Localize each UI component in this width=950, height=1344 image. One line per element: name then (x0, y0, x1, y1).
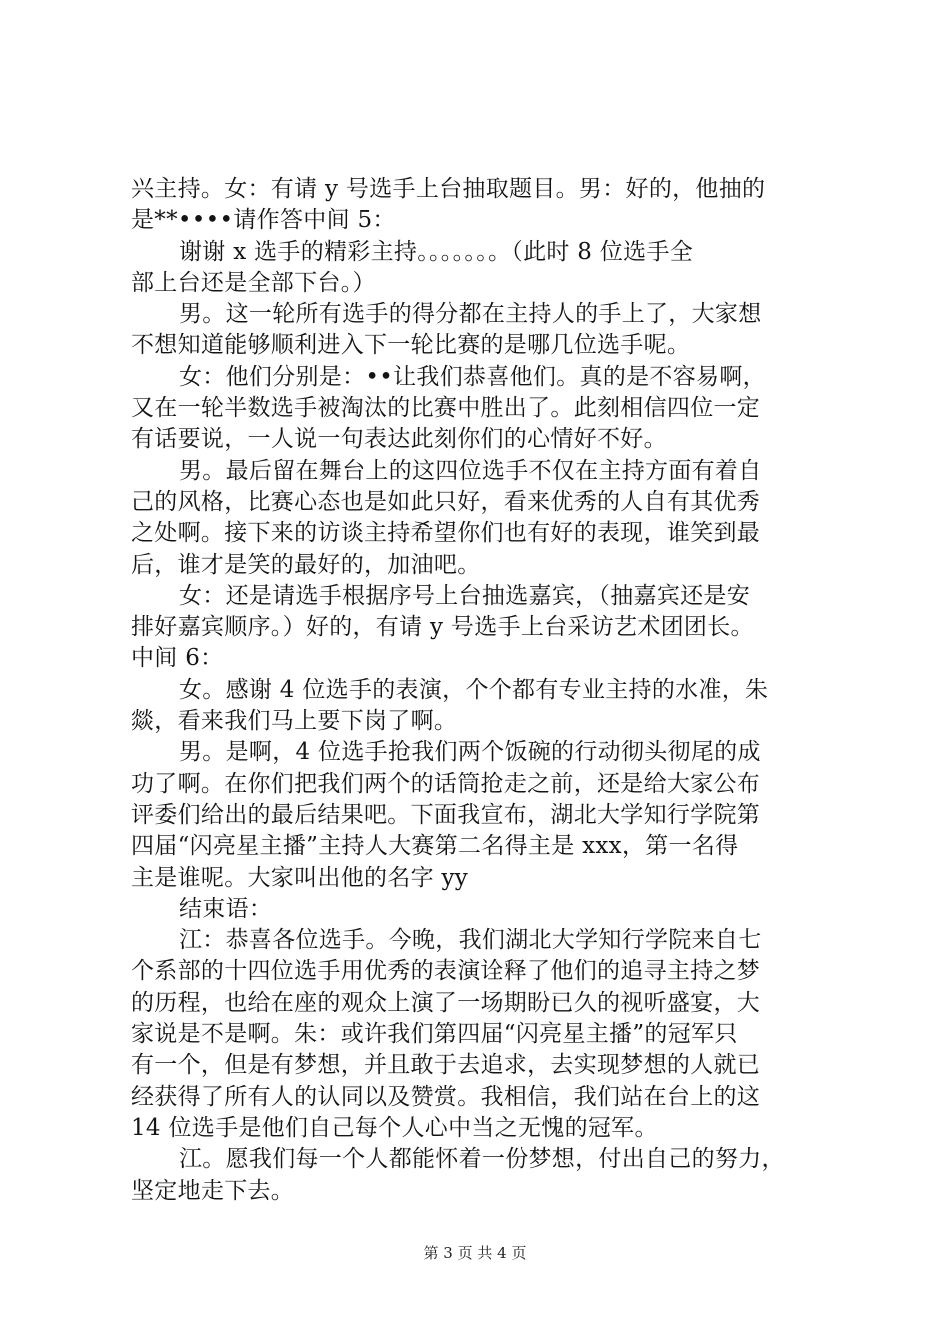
document-body (131, 174, 831, 1207)
text-line: 有话要说，一人说一句表达此刻你们的心情好不好。 (131, 426, 667, 453)
text-line: 女。感谢 4 位选手的表演，个个都有专业主持的水准，朱 (179, 676, 769, 703)
text-line: 男。是啊，4 位选手抢我们两个饭碗的行动彻头彻尾的成 (179, 739, 761, 766)
text-line: 四届“闪亮星主播”主持人大赛第二名得主是 xxx，第一名得 (131, 833, 739, 860)
text-line: 家说是不是啊。朱：或许我们第四届“闪亮星主播”的冠军只 (131, 1021, 738, 1048)
text-line: 己的风格，比赛心态也是如此只好，看来优秀的人自有其优秀 (131, 488, 761, 515)
page-footer: 第 3 页 共 4 页 (423, 1244, 527, 1262)
text-line: 评委们给出的最后结果吧。下面我宣布，湖北大学知行学院第 (131, 801, 761, 828)
text-line: 的历程，也给在座的观众上演了一场期盼已久的视听盛宴，大 (131, 989, 761, 1016)
text-line: 14 位选手是他们自己每个人心中当之无愧的冠军。 (131, 1114, 658, 1141)
text-line: 燚，看来我们马上要下岗了啊。 (131, 708, 458, 735)
text-line: 江：恭喜各位选手。今晚，我们湖北大学知行学院来自七 (179, 927, 762, 954)
text-line: 个系部的十四位选手用优秀的表演诠释了他们的追寻主持之梦 (131, 958, 761, 985)
text-line: 部上台还是全部下台。） (131, 269, 376, 296)
text-line: 江。愿我们每一个人都能怀着一份梦想，付出自己的努力， (179, 1146, 785, 1173)
text-line: 女：还是请选手根据序号上台抽选嘉宾，（抽嘉宾还是安 (179, 582, 750, 609)
text-line: 经获得了所有人的认同以及赞赏。我相信，我们站在台上的这 (131, 1083, 761, 1110)
text-line: 男。最后留在舞台上的这四位选手不仅在主持方面有着自 (179, 457, 762, 484)
text-line: 男。这一轮所有选手的得分都在主持人的手上了，大家想 (179, 301, 762, 328)
text-line: 后，谁才是笑的最好的，加油吧。 (131, 551, 481, 578)
text-line: 女：他们分别是：••让我们恭喜他们。真的是不容易啊， (179, 363, 766, 390)
text-line: 之处啊。接下来的访谈主持希望你们也有好的表现，谁笑到最 (131, 520, 761, 547)
text-line: 是**••••请作答中间 5： (131, 207, 396, 234)
text-line: 谢谢 x 选手的精彩主持。。。。。。。（此时 8 位选手全 (179, 238, 694, 265)
text-line: 排好嘉宾顺序。）好的，有请 y 号选手上台采访艺术团团长。 (131, 614, 754, 641)
text-line: 功了啊。在你们把我们两个的话筒抢走之前，还是给大家公布 (131, 770, 761, 797)
text-line: 主是谁呢。大家叫出他的名字 yy (131, 864, 469, 891)
text-line: 兴主持。女：有请 y 号选手上台抽取题目。男：好的，他抽的 (131, 176, 766, 202)
text-line: 不想知道能够顺利进入下一轮比赛的是哪几位选手呢。 (131, 332, 691, 359)
text-line: 又在一轮半数选手被淘汰的比赛中胜出了。此刻相信四位一定 (131, 395, 761, 422)
text-line: 中间 6： (131, 645, 224, 672)
text-line: 结束语： (179, 895, 273, 922)
text-line: 坚定地走下去。 (131, 1177, 295, 1204)
text-line: 有一个，但是有梦想，并且敢于去追求，去实现梦想的人就已 (131, 1052, 761, 1079)
